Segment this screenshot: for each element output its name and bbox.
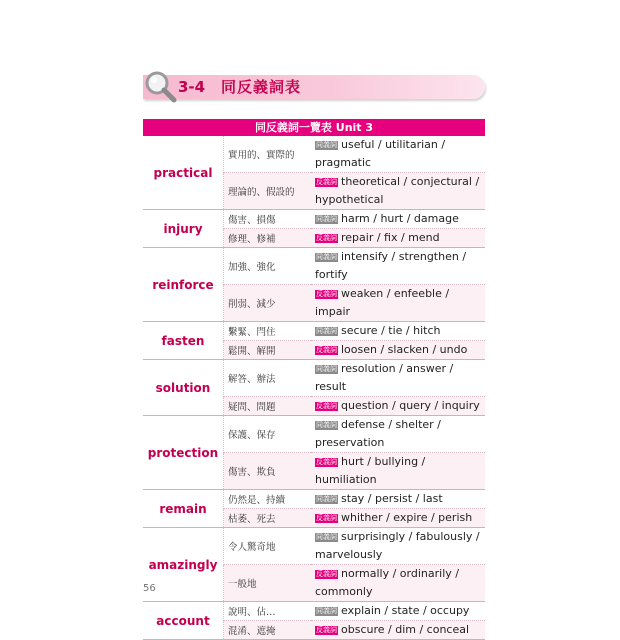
- antonym-chinese-meaning: 混淆、遮掩: [224, 621, 312, 640]
- synonym-chinese-meaning: 加強、強化: [224, 248, 312, 285]
- page-number: 56: [143, 583, 156, 594]
- antonym-chinese-meaning: 理論的、假設的: [224, 173, 312, 210]
- synonym-words: harm / hurt / damage: [341, 212, 459, 225]
- antonym-chinese-meaning: 修理、修補: [224, 229, 312, 248]
- antonym-tag: 反義詞: [316, 290, 337, 298]
- antonym-tag: 反義詞: [316, 178, 337, 186]
- headword: protection: [143, 416, 224, 490]
- antonym-cell: [311, 285, 485, 322]
- antonym-chinese-meaning: 枯萎、死去: [224, 509, 312, 528]
- headword: amazingly: [143, 528, 224, 602]
- synonym-tag: 同義詞: [316, 253, 337, 261]
- antonym-cell: [311, 397, 485, 416]
- antonym-tag: 反義詞: [316, 346, 337, 354]
- synonym-cell: [311, 360, 485, 397]
- table-title: 同反義詞一覽表 Unit 3: [143, 119, 485, 136]
- antonym-cell: [311, 173, 485, 210]
- headword: solution: [143, 360, 224, 416]
- synonym-cell: [311, 490, 485, 509]
- synonym-words: resolution / answer / result: [315, 362, 454, 393]
- entries-table: [143, 136, 485, 640]
- synonym-chinese-meaning: 仍然是、持續: [224, 490, 312, 509]
- antonym-cell: [311, 229, 485, 248]
- synonym-chinese-meaning: 傷害、損傷: [224, 210, 312, 229]
- entry-synonym-row: [143, 528, 485, 565]
- synonym-words: intensify / strengthen / fortify: [315, 250, 467, 281]
- entry-synonym-row: [143, 602, 485, 621]
- synonym-tag: 同義詞: [316, 607, 337, 615]
- antonym-tag: 反義詞: [316, 402, 337, 410]
- antonym-chinese-meaning: 傷害、欺負: [224, 453, 312, 490]
- antonym-cell: [311, 565, 485, 602]
- synonym-cell: [311, 322, 485, 341]
- synonym-tag: 同義詞: [316, 327, 337, 335]
- antonym-tag: 反義詞: [316, 234, 337, 242]
- antonym-chinese-meaning: 鬆開、解開: [224, 341, 312, 360]
- entry-synonym-row: [143, 322, 485, 341]
- antonym-chinese-meaning: 疑問、問題: [224, 397, 312, 416]
- antonym-words: weaken / enfeeble / impair: [315, 287, 450, 318]
- antonym-tag: 反義詞: [316, 626, 337, 634]
- antonym-cell: [311, 341, 485, 360]
- synonym-cell: [311, 416, 485, 453]
- synonym-cell: [311, 136, 485, 173]
- entry-synonym-row: [143, 210, 485, 229]
- synonym-chinese-meaning: 說明、佔…: [224, 602, 312, 621]
- antonym-tag: 反義詞: [316, 570, 337, 578]
- synonym-antonym-table: [143, 119, 485, 640]
- entry-synonym-row: [143, 416, 485, 453]
- synonym-words: defense / shelter / preservation: [315, 418, 441, 449]
- synonym-chinese-meaning: 繫緊、閂住: [224, 322, 312, 341]
- synonym-chinese-meaning: 解答、辦法: [224, 360, 312, 397]
- synonym-chinese-meaning: 實用的、實際的: [224, 136, 312, 173]
- synonym-tag: 同義詞: [316, 421, 337, 429]
- synonym-words: useful / utilitarian / pragmatic: [315, 138, 446, 169]
- synonym-tag: 同義詞: [316, 533, 337, 541]
- antonym-tag: 反義詞: [316, 514, 337, 522]
- synonym-tag: 同義詞: [316, 365, 337, 373]
- synonym-chinese-meaning: 令人驚奇地: [224, 528, 312, 565]
- antonym-words: obscure / dim / conceal: [341, 623, 470, 636]
- synonym-words: surprisingly / fabulously / marvelously: [315, 530, 480, 561]
- antonym-chinese-meaning: 削弱、減少: [224, 285, 312, 322]
- antonym-words: repair / fix / mend: [341, 231, 440, 244]
- headword: injury: [143, 210, 224, 248]
- synonym-words: stay / persist / last: [341, 492, 443, 505]
- synonym-tag: 同義詞: [316, 141, 337, 149]
- headword: practical: [143, 136, 224, 210]
- antonym-words: normally / ordinarily / commonly: [315, 567, 459, 598]
- section-header: [143, 75, 485, 99]
- headword: remain: [143, 490, 224, 528]
- section-number: 3-4: [178, 78, 206, 96]
- synonym-words: secure / tie / hitch: [341, 324, 441, 337]
- synonym-tag: 同義詞: [316, 495, 337, 503]
- synonym-cell: [311, 210, 485, 229]
- antonym-words: loosen / slacken / undo: [341, 343, 468, 356]
- antonym-chinese-meaning: 一般地: [224, 565, 312, 602]
- antonym-cell: [311, 453, 485, 490]
- section-title: 同反義詞表: [221, 78, 302, 96]
- synonym-cell: [311, 528, 485, 565]
- headword: fasten: [143, 322, 224, 360]
- antonym-words: whither / expire / perish: [341, 511, 473, 524]
- entry-synonym-row: [143, 248, 485, 285]
- synonym-tag: 同義詞: [316, 215, 337, 223]
- antonym-words: hurt / bullying / humiliation: [315, 455, 426, 486]
- antonym-cell: [311, 621, 485, 640]
- antonym-words: theoretical / conjectural / hypothetical: [315, 175, 480, 206]
- antonym-cell: [311, 509, 485, 528]
- synonym-cell: [311, 602, 485, 621]
- headword: reinforce: [143, 248, 224, 322]
- synonym-words: explain / state / occupy: [341, 604, 470, 617]
- entry-synonym-row: [143, 136, 485, 173]
- synonym-chinese-meaning: 保護、保存: [224, 416, 312, 453]
- antonym-words: question / query / inquiry: [341, 399, 480, 412]
- synonym-cell: [311, 248, 485, 285]
- entry-synonym-row: [143, 490, 485, 509]
- antonym-tag: 反義詞: [316, 458, 337, 466]
- entry-synonym-row: [143, 360, 485, 397]
- magnifier-icon: [143, 70, 179, 104]
- headword: account: [143, 602, 224, 640]
